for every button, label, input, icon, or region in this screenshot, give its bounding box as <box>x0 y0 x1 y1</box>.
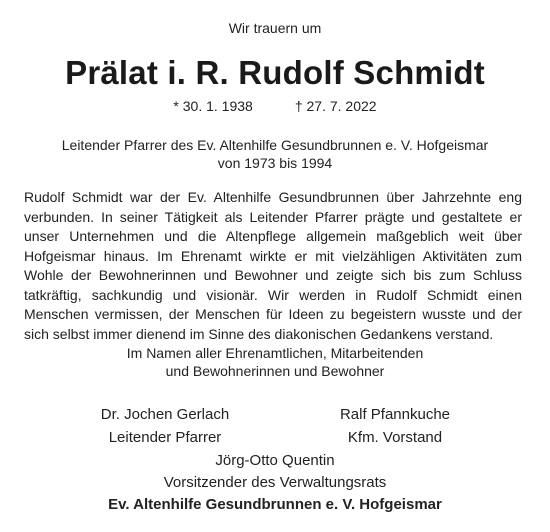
role-line: Leitender Pfarrer des Ev. Altenhilfe Gesundbrunnen e. V. Hofgeismar <box>61 137 489 153</box>
life-dates <box>0 98 550 114</box>
signatory-name: Jörg-Otto Quentin <box>215 452 335 469</box>
organization-name: Ev. Altenhilfe Gesundbrunnen e. V. Hofgeismar <box>108 496 442 513</box>
role-description <box>0 136 550 172</box>
signatory-name: Dr. Jochen Gerlach <box>100 406 230 423</box>
death-date: † 27. 7. 2022 <box>294 98 377 114</box>
deceased-name: Prälat i. R. Rudolf Schmidt <box>65 54 485 91</box>
birth-date: * 30. 1. 1938 <box>173 98 253 114</box>
on-behalf-line: Im Namen aller Ehrenamtlichen, Mitarbeitenden <box>126 345 424 361</box>
on-behalf-line: und Bewohnerinnen und Bewohner <box>165 363 385 379</box>
signatory-title: Kfm. Vorstand <box>347 429 443 446</box>
signatory-name: Ralf Pfannkuche <box>339 406 451 423</box>
role-period: von 1973 bis 1994 <box>217 155 333 171</box>
signatory-title: Leitender Pfarrer <box>108 429 222 446</box>
tribute-paragraph: Rudolf Schmidt war der Ev. Altenhilfe Gesundbrunnen über Jahrzehnte eng verbunden. In seiner Tätigkeit als Leitender Pfarrer prägte und gestaltete er unser Unternehmen und die Altenpflege allgemein maßgeblich weit über Hofgeismar hinaus. Im Ehrenamt wirkte er mit vielzähligen Aktivitäten zum Wohle der Bewohnerinnen und Bewohner und zeigte sich bis zum Schluss tatkräftig, sachkundig und visionär. Wir werden in Rudolf Schmidt einen Menschen vermissen, der Menschen für Ideen zu begeistern wusste und der sich selbst immer dienend im Sinne des diakonischen Gedankens verstand. <box>24 189 522 342</box>
on-behalf-of <box>0 344 550 380</box>
intro-text: Wir trauern um <box>228 20 322 36</box>
signatory-title: Vorsitzender des Verwaltungsrats <box>163 474 387 491</box>
